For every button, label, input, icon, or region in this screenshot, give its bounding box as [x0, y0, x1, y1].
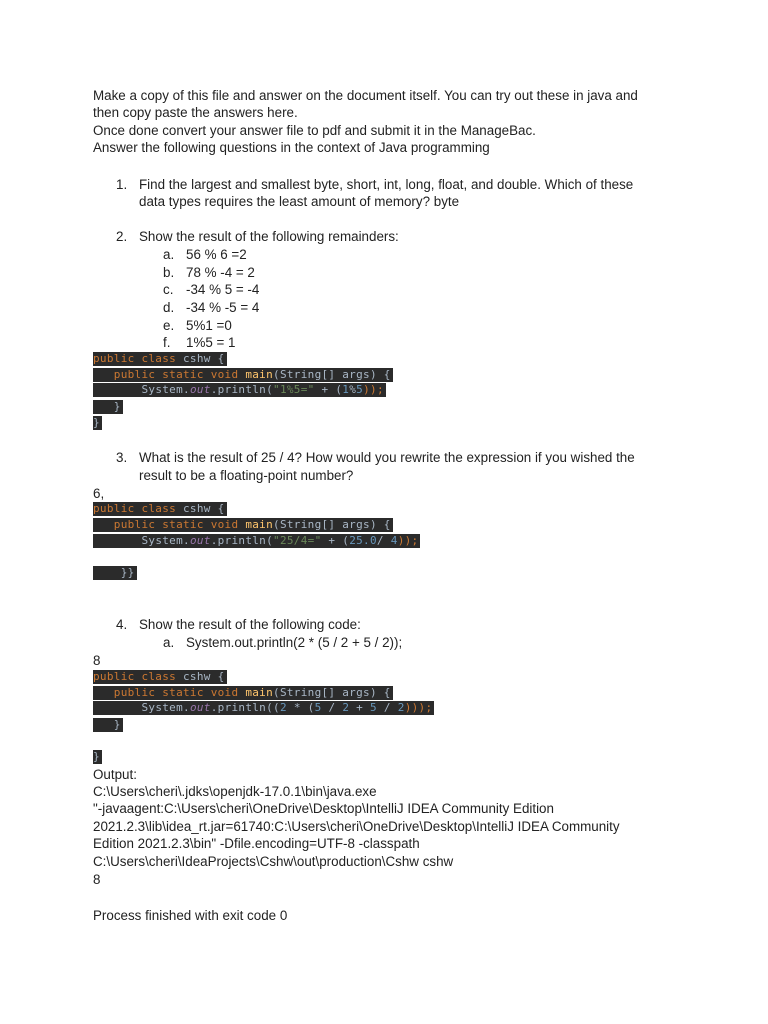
q1-text-line-1: Find the largest and smallest byte, short, int, long, float, and double. Which of these — [139, 177, 634, 192]
intro-line-1: Make a copy of this file and answer on the document itself. You can try out these in java and — [93, 88, 638, 103]
code3-line-5: } — [93, 750, 100, 763]
output-line-1: C:\Users\cheri\.jdks\openjdk-17.0.1\bin\java.exe — [93, 784, 377, 799]
q2-number: 2. — [116, 229, 128, 244]
output-line-3: 2021.2.3\lib\idea_rt.jar=61740:C:\Users\cheri\OneDrive\Desktop\IntelliJ IDEA Community — [93, 819, 620, 834]
code1-line-4: } — [93, 400, 123, 414]
code1-line-1: public class cshw { — [93, 352, 225, 365]
output-line-4: Edition 2021.2.3\bin" -Dfile.encoding=UTF-8 -classpath — [93, 836, 420, 851]
code1-line-3: System.out.println("1%5=" + (1%5)); — [93, 383, 386, 397]
q3-answer: 6, — [93, 486, 105, 501]
output-line-6: 8 — [93, 872, 101, 887]
q2-item-letter: b. — [163, 265, 175, 280]
q2-item-letter: e. — [163, 318, 175, 333]
q1-text-line-2: data types requires the least amount of memory? byte — [139, 194, 460, 209]
q2-item-text: 1%5 = 1 — [186, 335, 236, 350]
q2-item-letter: f. — [163, 335, 171, 350]
q2-item-letter: c. — [163, 282, 174, 297]
q3-number: 3. — [116, 450, 128, 465]
q2-item-text: 56 % 6 =2 — [186, 247, 247, 262]
q2-text: Show the result of the following remainders: — [139, 229, 399, 244]
q2-item-text: 78 % -4 = 2 — [186, 265, 255, 280]
q2-item-text: -34 % -5 = 4 — [186, 300, 260, 315]
q3-text-line-2: result to be a floating-point number? — [139, 468, 354, 483]
q2-item-text: -34 % 5 = -4 — [186, 282, 260, 297]
q2-item-letter: d. — [163, 300, 175, 315]
q4-text: Show the result of the following code: — [139, 617, 361, 632]
code1-line-5: } — [93, 416, 100, 429]
output-exit-line: Process finished with exit code 0 — [93, 908, 288, 923]
code3-line-3: System.out.println((2 * (5 / 2 + 5 / 2))); — [93, 701, 434, 715]
q4-item-text: System.out.println(2 * (5 / 2 + 5 / 2)); — [186, 635, 403, 650]
code3-line-4: } — [93, 718, 123, 732]
code2-line-4: }} — [93, 566, 137, 580]
output-line-2: "-javaagent:C:\Users\cheri\OneDrive\Desktop\IntelliJ IDEA Community Edition — [93, 801, 554, 816]
code2-line-1: public class cshw { — [93, 502, 225, 515]
intro-line-2: then copy paste the answers here. — [93, 105, 298, 120]
output-label: Output: — [93, 767, 137, 782]
q4-answer: 8 — [93, 653, 101, 668]
code1-line-2: public static void main(String[] args) { — [93, 368, 393, 382]
intro-line-3: Once done convert your answer file to pdf and submit it in the ManageBac. — [93, 123, 536, 138]
code2-line-3: System.out.println("25/4=" + (25.0/ 4)); — [93, 534, 420, 548]
q4-item-letter: a. — [163, 635, 175, 650]
q4-number: 4. — [116, 617, 128, 632]
intro-line-4: Answer the following questions in the context of Java programming — [93, 140, 490, 155]
code3-line-1: public class cshw { — [93, 670, 225, 683]
q2-item-text: 5%1 =0 — [186, 318, 232, 333]
code2-line-2: public static void main(String[] args) { — [93, 518, 393, 532]
output-line-5: C:\Users\cheri\IdeaProjects\Cshw\out\production\Cshw cshw — [93, 854, 454, 869]
q2-item-letter: a. — [163, 247, 175, 262]
q3-text-line-1: What is the result of 25 / 4? How would you rewrite the expression if you wished the — [139, 450, 635, 465]
q1-number: 1. — [116, 177, 128, 192]
code3-line-2: public static void main(String[] args) { — [93, 686, 393, 700]
